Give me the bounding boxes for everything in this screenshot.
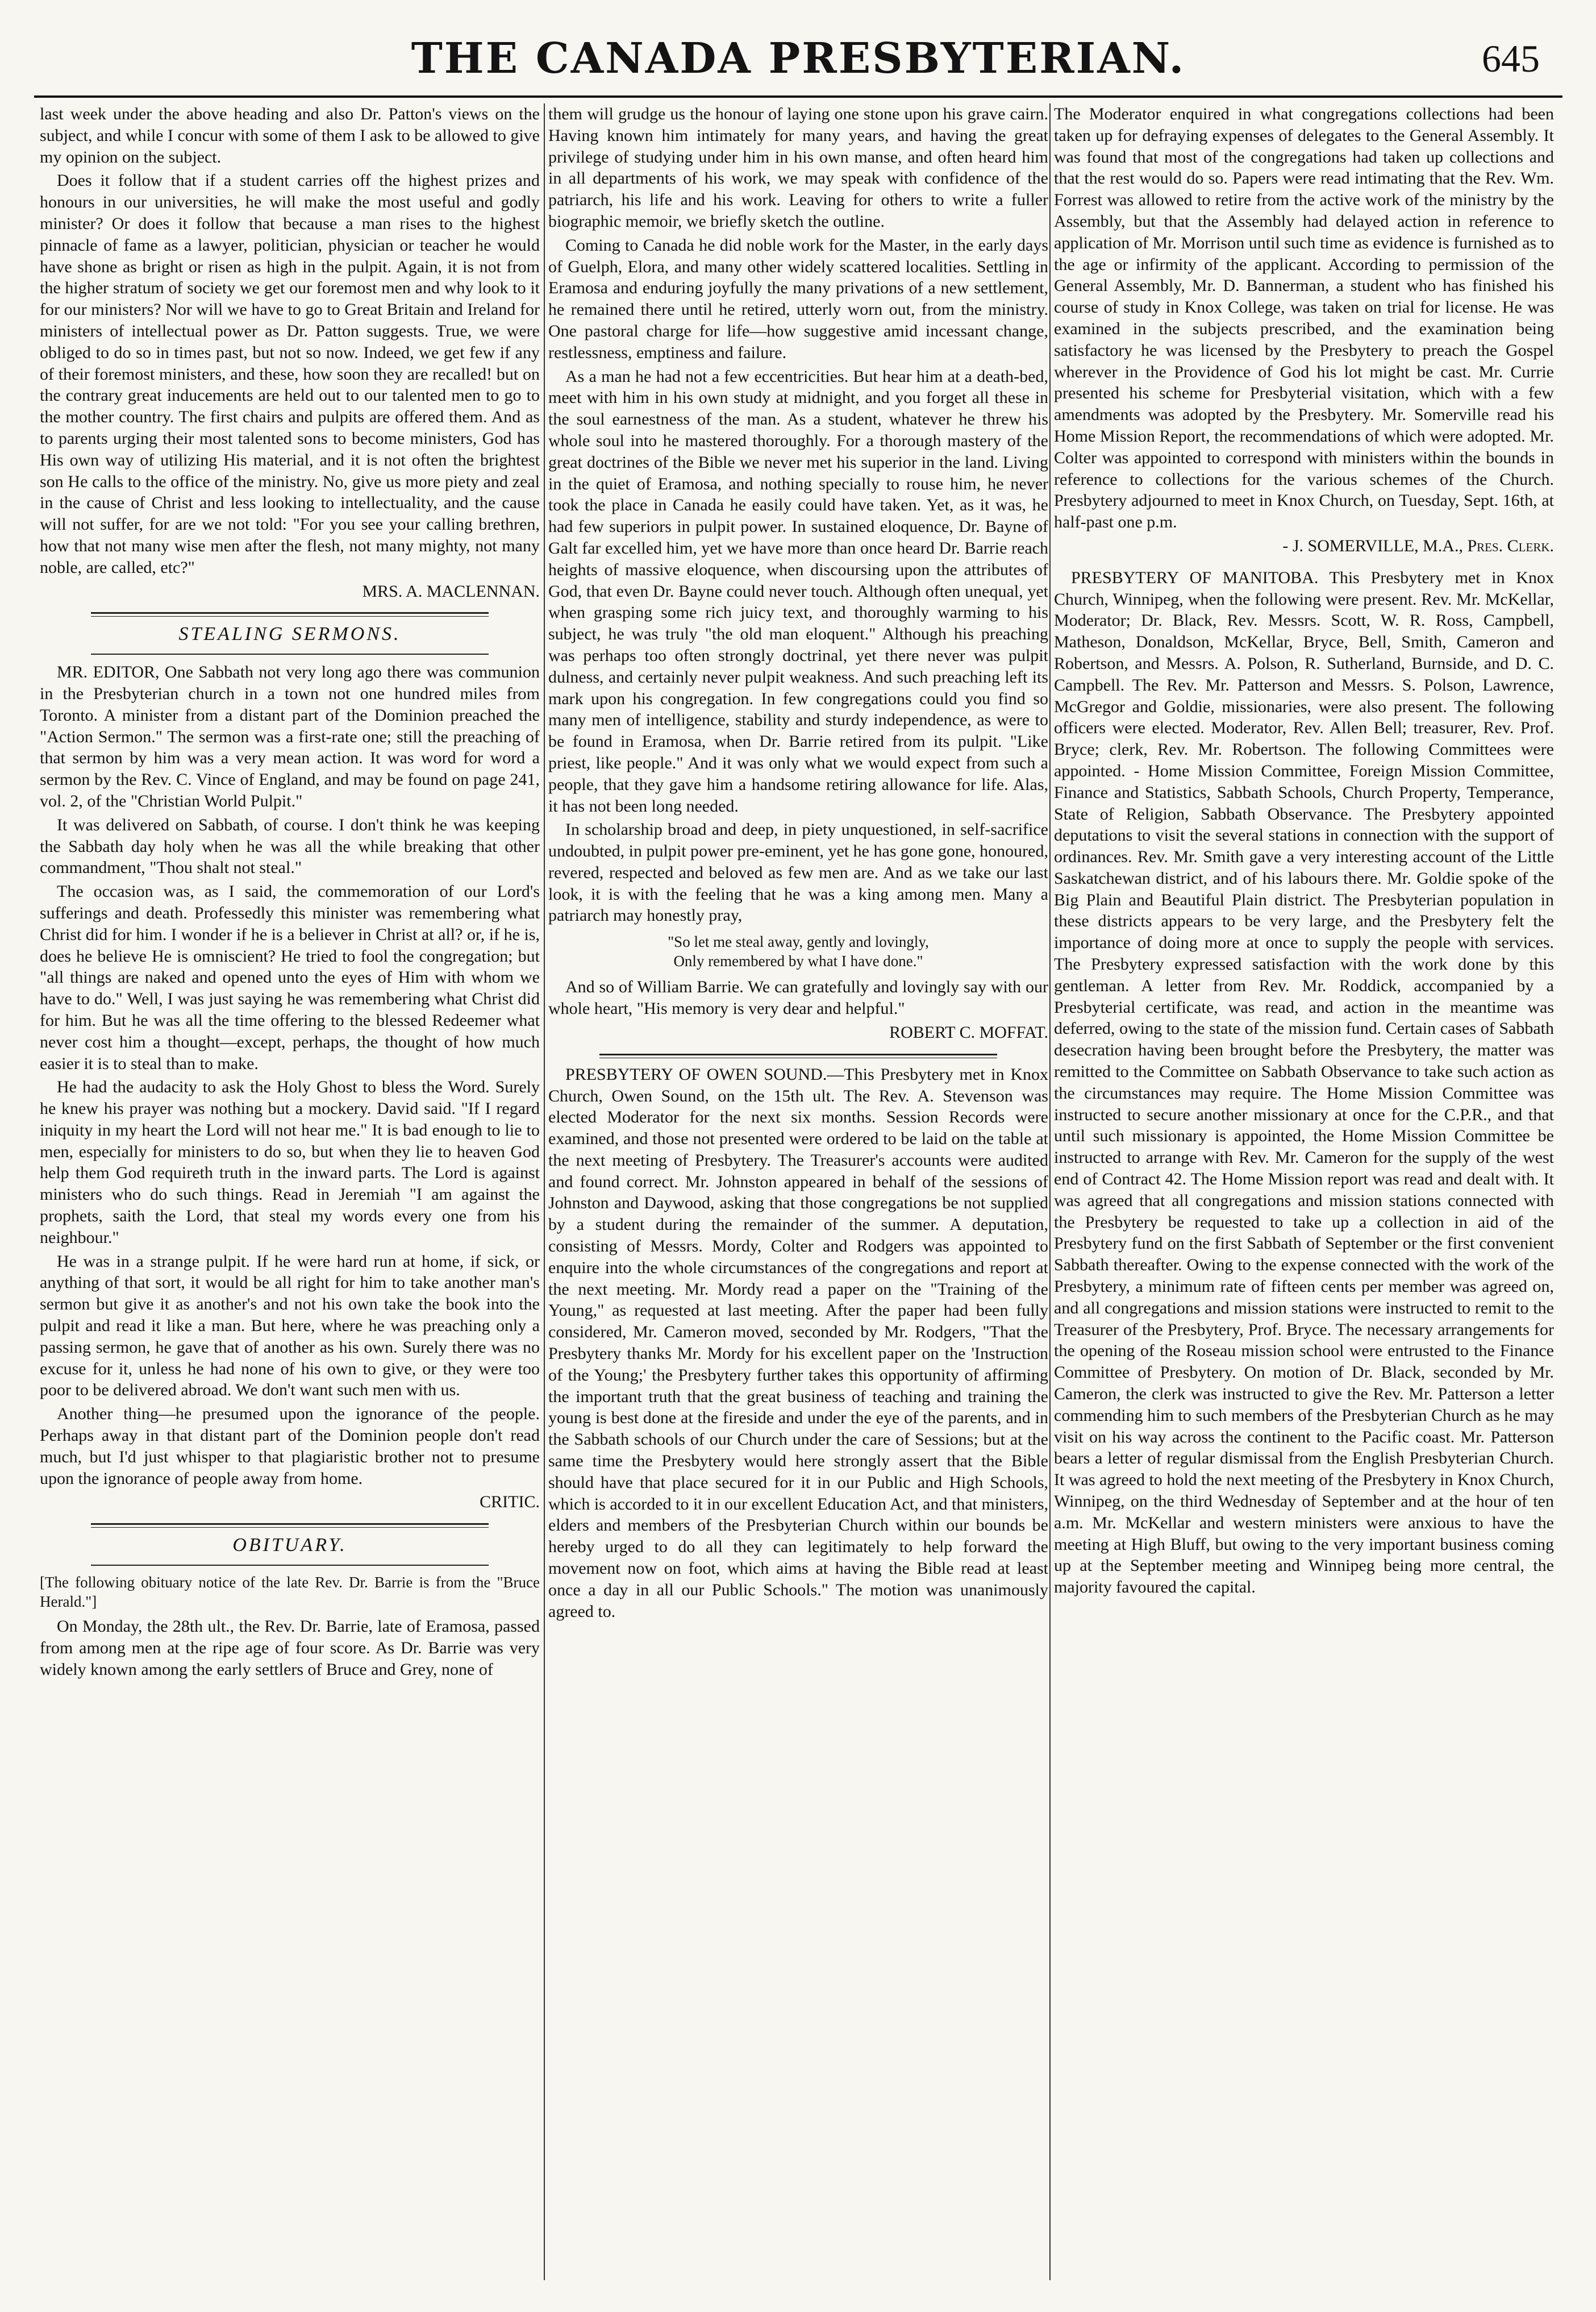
article-paragraph: He had the audacity to ask the Holy Ghost to bless the Word. Surely he knew his prayer was nothing but a mockery. David said. "If I regard iniquity in my heart the Lord will not hear me." It is bad enough to lie to men, especially for ministers to do so, but when they lie to heaven God help them God requireth truth in the inward parts. The Lord is against ministers who do such things. Read in Jeremiah "I am against the prophets, saith the Lord, that steal my words every one from his neighbour." bbox=[40, 1078, 540, 1247]
section-rule bbox=[91, 654, 489, 655]
letter-signature: MRS. A. MACLENNAN. bbox=[362, 581, 540, 601]
article-paragraph: It was delivered on Sabbath, of course. I don't think he was keeping the Sabbath day holy when he was all the while breaking that other commandment, "Thou shalt not steal." bbox=[40, 815, 540, 878]
column-divider bbox=[1049, 103, 1051, 2280]
page-number: 645 bbox=[1482, 37, 1540, 80]
report-signature: - J. SOMERVILLE, M.A., Pres. Clerk. bbox=[1282, 536, 1554, 555]
letter-paragraph: last week under the above heading and also Dr. Patton's views on the subject, and while I concur with some of them I ask to be allowed to give my opinion on the subject. bbox=[40, 105, 540, 167]
letter-paragraph: Does it follow that if a student carries off the highest prizes and honours in our universities, he will make the most useful and godly minister? Or does it follow that because a man rises to the highest pinnacle of fame as a lawyer, politician, physician or teacher he would have shone as bright or risen as high in the pulpit. Again, it is not from the higher stratum of society we get our foremost men and why look to it for our ministers? Nor will we have to go to Great Britain and Ireland for ministers of intellectual power as Dr. Patton suggests. True, we were obliged to do so in times past, but not so now. Indeed, we get few if any of their foremost ministers, and these, how soon they are recalled! but on the contrary great inducements are held out to our talented men to go to the mother country. The first chairs and pulpits are offered them. And as to parents urging their most talented sons to become ministers, God has His own way of utilizing His material, and it is not often the brightest son He calls to the office of the ministry. No, give us more piety and zeal in the cause of Christ and less looking to intellectuality, and the cause will not suffer, for are we not told: "For you see your calling brethren, how that not many wise men after the flesh, not many mighty, not many noble, are called, etc?" bbox=[40, 171, 540, 577]
obituary-paragraph: As a man he had not a few eccentricities. But hear him at a death-bed, meet with him in his own study at midnight, and you forget all these in the soul earnestness of the man. As a student, whatever he threw his whole soul into he mastered thoroughly. For a thorough mastery of the great doctrines of the Bible we never met his superior in the land. Living in the quiet of Eramosa, and nothing specially to rouse him, he never took the place in Canada he easily could have taken. Yet, as it was, he had few superiors in pulpit power. In sustained eloquence, Dr. Bayne of Galt far excelled him, yet we have more than once heard Dr. Barrie reach heights of massive eloquence, when discoursing upon the attributes of God, that even Dr. Bayne could never touch. Although often unequal, yet when grasping some rich juicy text, and thoroughly warming to his subject, he was truly "the old man eloquent." Although his preaching was perhaps too often strongly doctrinal, yet there never was pulpit dulness, and certainly never pulpit weakness. And such preaching left its mark upon his congregation. In few congregations could you find so many men of intelligence, stability and sturdy independence, as were to be found in Eramosa, when Dr. Barrie retired from its pulpit. "Like priest, like people." And it was only what we would expect from such a people, that they gave him a handsome retiring allowance for life. Alas, it has not been long needed. bbox=[548, 367, 1048, 816]
section-heading-stealing-sermons: STEALING SERMONS. bbox=[178, 623, 401, 645]
verse-line: Only remembered by what I have done." bbox=[673, 953, 923, 970]
obituary-paragraph: them will grudge us the honour of laying one stone upon his grave cairn. Having known him intimately for many years, and having the great privilege of studying under him in his own manse, and often heard him in all departments of his work, we may speak with confidence of the patriarch, his life and his work. Leaving for others to write a fuller biographic memoir, we briefly sketch the outline. bbox=[548, 105, 1048, 231]
obituary-paragraph: On Monday, the 28th ult., the Rev. Dr. Barrie, late of Eramosa, passed from among men at the ripe age of four score. As Dr. Barrie was very widely known among the early settlers of Bruce and Grey, none of bbox=[40, 1617, 540, 1679]
presbytery-report-manitoba bbox=[1054, 567, 1554, 1598]
report-body: This Presbytery met in Knox Church, Winnipeg, when the following were present. Rev. Mr. McKellar, Moderator; Dr. Black, Rev. Messrs. Scott, W. R. Ross, Campbell, Matheson, Donaldson, McKellar, Bryce, Bell, Smith, Cameron and Robertson, and Messrs. A. Polson, R. Sutherland, Burnside, and D. C. Campbell. The Rev. Mr. Patterson and Messrs. S. Polson, Lawrence, McGregor and Goldie, missionaries, were also present. The following officers were elected. Moderator, Rev. Allen Bell; treasurer, Rev. Prof. Bryce; clerk, Rev. Mr. Robertson. The following Committees were appointed. - Home Mission Committee, Foreign Mission Committee, Finance and Statistics, Sabbath Schools, Church Property, Temperance, State of Religion, Sabbath Observance. The Presbytery appointed deputations to visit the several stations in connection with the support of ordinances. Rev. Mr. Smith gave a very interesting account of the Little Saskatchewan district, and of his labours there. Mr. Goldie spoke of the Big Plain and Beautiful Plain district. The Presbyterian population in these districts appears to be very large, and the Presbytery felt the importance of doing more at once to supply the people with services. The Presbytery expressed satisfaction with the work done by this gentleman. A letter from Rev. Mr. Roddick, accompanied by a Presbyterial certificate, was read, and action in the meantime was deferred, owing to the state of the mission fund. Certain cases of Sabbath desecration having been brought before the Presbytery, the matter was remitted to the Committee on Sabbath Observance to take such action as the circumstances may require. The Home Mission Committee was instructed to secure another missionary at once for the C.P.R., and that until such missionary is appointed, the Home Mission Committee be instructed to arrange with Rev. Mr. Cameron for the supply of the west end of Contract 42. The Home Mission report was read and dealt with. It was agreed that all congregations and mission stations connected with the Presbytery be requested to take up a collection in aid of the Presbytery fund on the first Sabbath of September or the first convenient Sabbath thereafter. Owing to the expense connected with the work of the Presbytery, a minimum rate of fifteen cents per member was agreed on, and all congregations and mission stations were instructed to remit to the Treasurer of the Presbytery, Prof. Bryce. The necessary arrangements for the opening of the Roseau mission school were entrusted to the Finance Committee of Presbytery. On motion of Dr. Black, seconded by Mr. Cameron, the clerk was instructed to give the Rev. Mr. Patterson a letter commending him to such members of the Presbyterian Church as he may visit on his way across the continent to the Pacific coast. Mr. Patterson bears a letter of regular dismissal from the English Presbyterian Church. It was agreed to hold the next meeting of the Presbytery in Knox Church, Winnipeg, on the third Wednesday of September and at the hour of ten a.m. Mr. McKellar and western ministers were anxious to have the meeting at High Bluff, but owing to the very important business coming up at the September meeting and Winnipeg being more central, the majority favoured the capital. bbox=[1054, 568, 1554, 1597]
obituary-paragraph: In scholarship broad and deep, in piety unquestioned, in self-sacrifice undoubted, in pulpit power pre-eminent, yet he has gone gone, honoured, revered, respected and beloved as few men are. And as we take our last look, it is with the feeling that he was a king among men. Many a patriarch may honestly pray, bbox=[548, 820, 1048, 925]
section-rule bbox=[91, 1565, 489, 1566]
obituary-paragraph: Coming to Canada he did noble work for the Master, in the early days of Guelph, Elora, and many other widely scattered localities. Settling in Eramosa and enduring joyfully the many privations of a new settlement, he remained there until he retired, utterly worn out, from the ministry. One pastoral charge for life—how suggestive amid incessant change, restlessness, emptiness and failure. bbox=[548, 235, 1048, 362]
masthead bbox=[34, 28, 1562, 91]
article-signature: CRITIC. bbox=[480, 1492, 540, 1512]
obituary-paragraph: And so of William Barrie. We can gratefully and lovingly say with our whole heart, "His memory is very dear and helpful." bbox=[548, 978, 1048, 1018]
column-divider bbox=[544, 103, 545, 2280]
publication-title: THE CANADA PRESBYTERIAN. bbox=[411, 34, 1186, 83]
column-2 bbox=[548, 103, 1048, 2289]
report-paragraph: The Moderator enquired in what congregations collections had been taken up for defraying expenses of delegates to the General Assembly. It was found that most of the congregations had taken up collections and that the rest would do so. Papers were read intimating that the Rev. Wm. Forrest was allowed to retire from the active work of the ministry by the Assembly, but that the Assembly had delayed action in reference to application of Mr. Morrison until such time as evidence is furnished as to the age or infirmity of the applicant. According to permission of the General Assembly, Mr. D. Bannerman, a student who has finished his course of study in Knox College, was taken on trial for license. He was examined in the subjects prescribed, and the examination being satisfactory he was licensed by the Presbytery to preach the Gospel wherever in the Providence of God his lot might be cast. Mr. Currie presented his scheme for Presbyterial visitation, which with a few amendments was adopted by the Presbytery. Mr. Somerville read his Home Mission Report, the recommendations of which were adopted. Mr. Colter was appointed to correspond with ministers within the bounds in reference to collections for the various schemes of the Church. Presbytery adjourned to meet in Knox Church, on Tuesday, Sept. 16th, at half-past one p.m. bbox=[1054, 105, 1554, 532]
article-paragraph: Another thing—he presumed upon the ignorance of the people. Perhaps away in that distant part of the Dominion people don't read much, but I'd just whisper to that plagiaristic brother not to presume upon the ignorance of people away from home. bbox=[40, 1404, 540, 1488]
section-rule bbox=[91, 612, 489, 617]
article-paragraph: He was in a strange pulpit. If he were hard run at home, if sick, or anything of that sort, it would be all right for him to take another man's sermon but give it as another's and not his own take the book into the pulpit and read it like a man. But here, where he was preaching only a passing sermon, he gave that of another as his own. Surely there was no excuse for it, unless he had none of his own to give, or they were too poor to be delivered abroad. We don't want such men with us. bbox=[40, 1251, 540, 1400]
verse-quote bbox=[548, 932, 1048, 971]
presbytery-report-owen-sound bbox=[548, 1064, 1048, 1623]
article-paragraph: The occasion was, as I said, the commemoration of our Lord's sufferings and death. Professedly this minister was remembering what Christ did for him. I wonder if he is a believer in Christ at all? or, if he is, does he believe He is omniscient? He tried to fool the congregation; but "all things are naked and opened unto the eyes of Him with whom we have to do." Well, I was just saying he was remembering what Christ did for him. But he was all the time offering to the blessed Redeemer what never cost him a thought—except, perhaps, the thought of how much easier it is to steal than to make. bbox=[40, 882, 540, 1073]
article-paragraph: MR. EDITOR, One Sabbath not very long ago there was communion in the Presbyterian church in a town not one hundred miles from Toronto. A minister from a distant part of the Dominion preached the "Action Sermon." The sermon was a first-rate one; still the preaching of that sermon by him was a very mean action. It was word for word a sermon by the Rev. C. Vince of England, and may be found on page 241, vol. 2, of the "Christian World Pulpit." bbox=[40, 663, 540, 810]
report-heading: PRESBYTERY OF OWEN SOUND. bbox=[565, 1064, 827, 1084]
section-heading-obituary: OBITUARY. bbox=[232, 1535, 347, 1556]
report-body: —This Presbytery met in Knox Church, Owen Sound, on the 15th ult. The Rev. A. Stevenson was elected Moderator for the next six months. Session Records were examined, and those not presented were ordered to be laid on the table at the next meeting of Presbytery. The Treasurer's accounts were audited and found correct. Mr. Johnston appeared in behalf of the sessions of Johnston and Daywood, asking that those congregations be not supplied by a student during the remainder of the summer. A deputation, consisting of Messrs. Mordy, Colter and Rodgers was appointed to enquire into the whole circumstances of the congregations and report at the next meeting. Mr. Mordy read a paper on the "Training of the Young," as requested at last meeting. After the paper had been fully considered, Mr. Cameron moved, seconded by Mr. Rodgers, "That the Presbytery thanks Mr. Mordy for his excellent paper on the 'Instruction of the Young;' the Presbytery further takes this opportunity of affirming the important truth that the great business of teaching and training the young is best done at the fireside and under the eye of the parents, and in the Sabbath schools of our Church under the care of Sessions; but at the same time the Presbytery would here strongly assert that the Bible should have that place secured for it in our Public and High Schools, which is accorded to it in our excellent Education Act, and that ministers, elders and members of the Presbyterian Church within our bounds be hereby urged to do all they can legitimately to help forward the movement now on foot, which aims at having the Bible read at least once a day in all our Public Schools." The motion was unanimously agreed to. bbox=[548, 1064, 1048, 1621]
column-1 bbox=[40, 103, 540, 2289]
obituary-signature: ROBERT C. MOFFAT. bbox=[889, 1022, 1048, 1042]
section-rule bbox=[91, 1523, 489, 1528]
masthead-rule bbox=[34, 95, 1562, 98]
column-3 bbox=[1054, 103, 1554, 2289]
report-heading: PRESBYTERY OF MANITOBA. bbox=[1071, 568, 1319, 587]
section-rule bbox=[599, 1054, 997, 1058]
verse-line: "So let me steal away, gently and lovingly, bbox=[668, 933, 929, 951]
editorial-note: [The following obituary notice of the late Rev. Dr. Barrie is from the "Bruce Herald."] bbox=[40, 1574, 540, 1611]
